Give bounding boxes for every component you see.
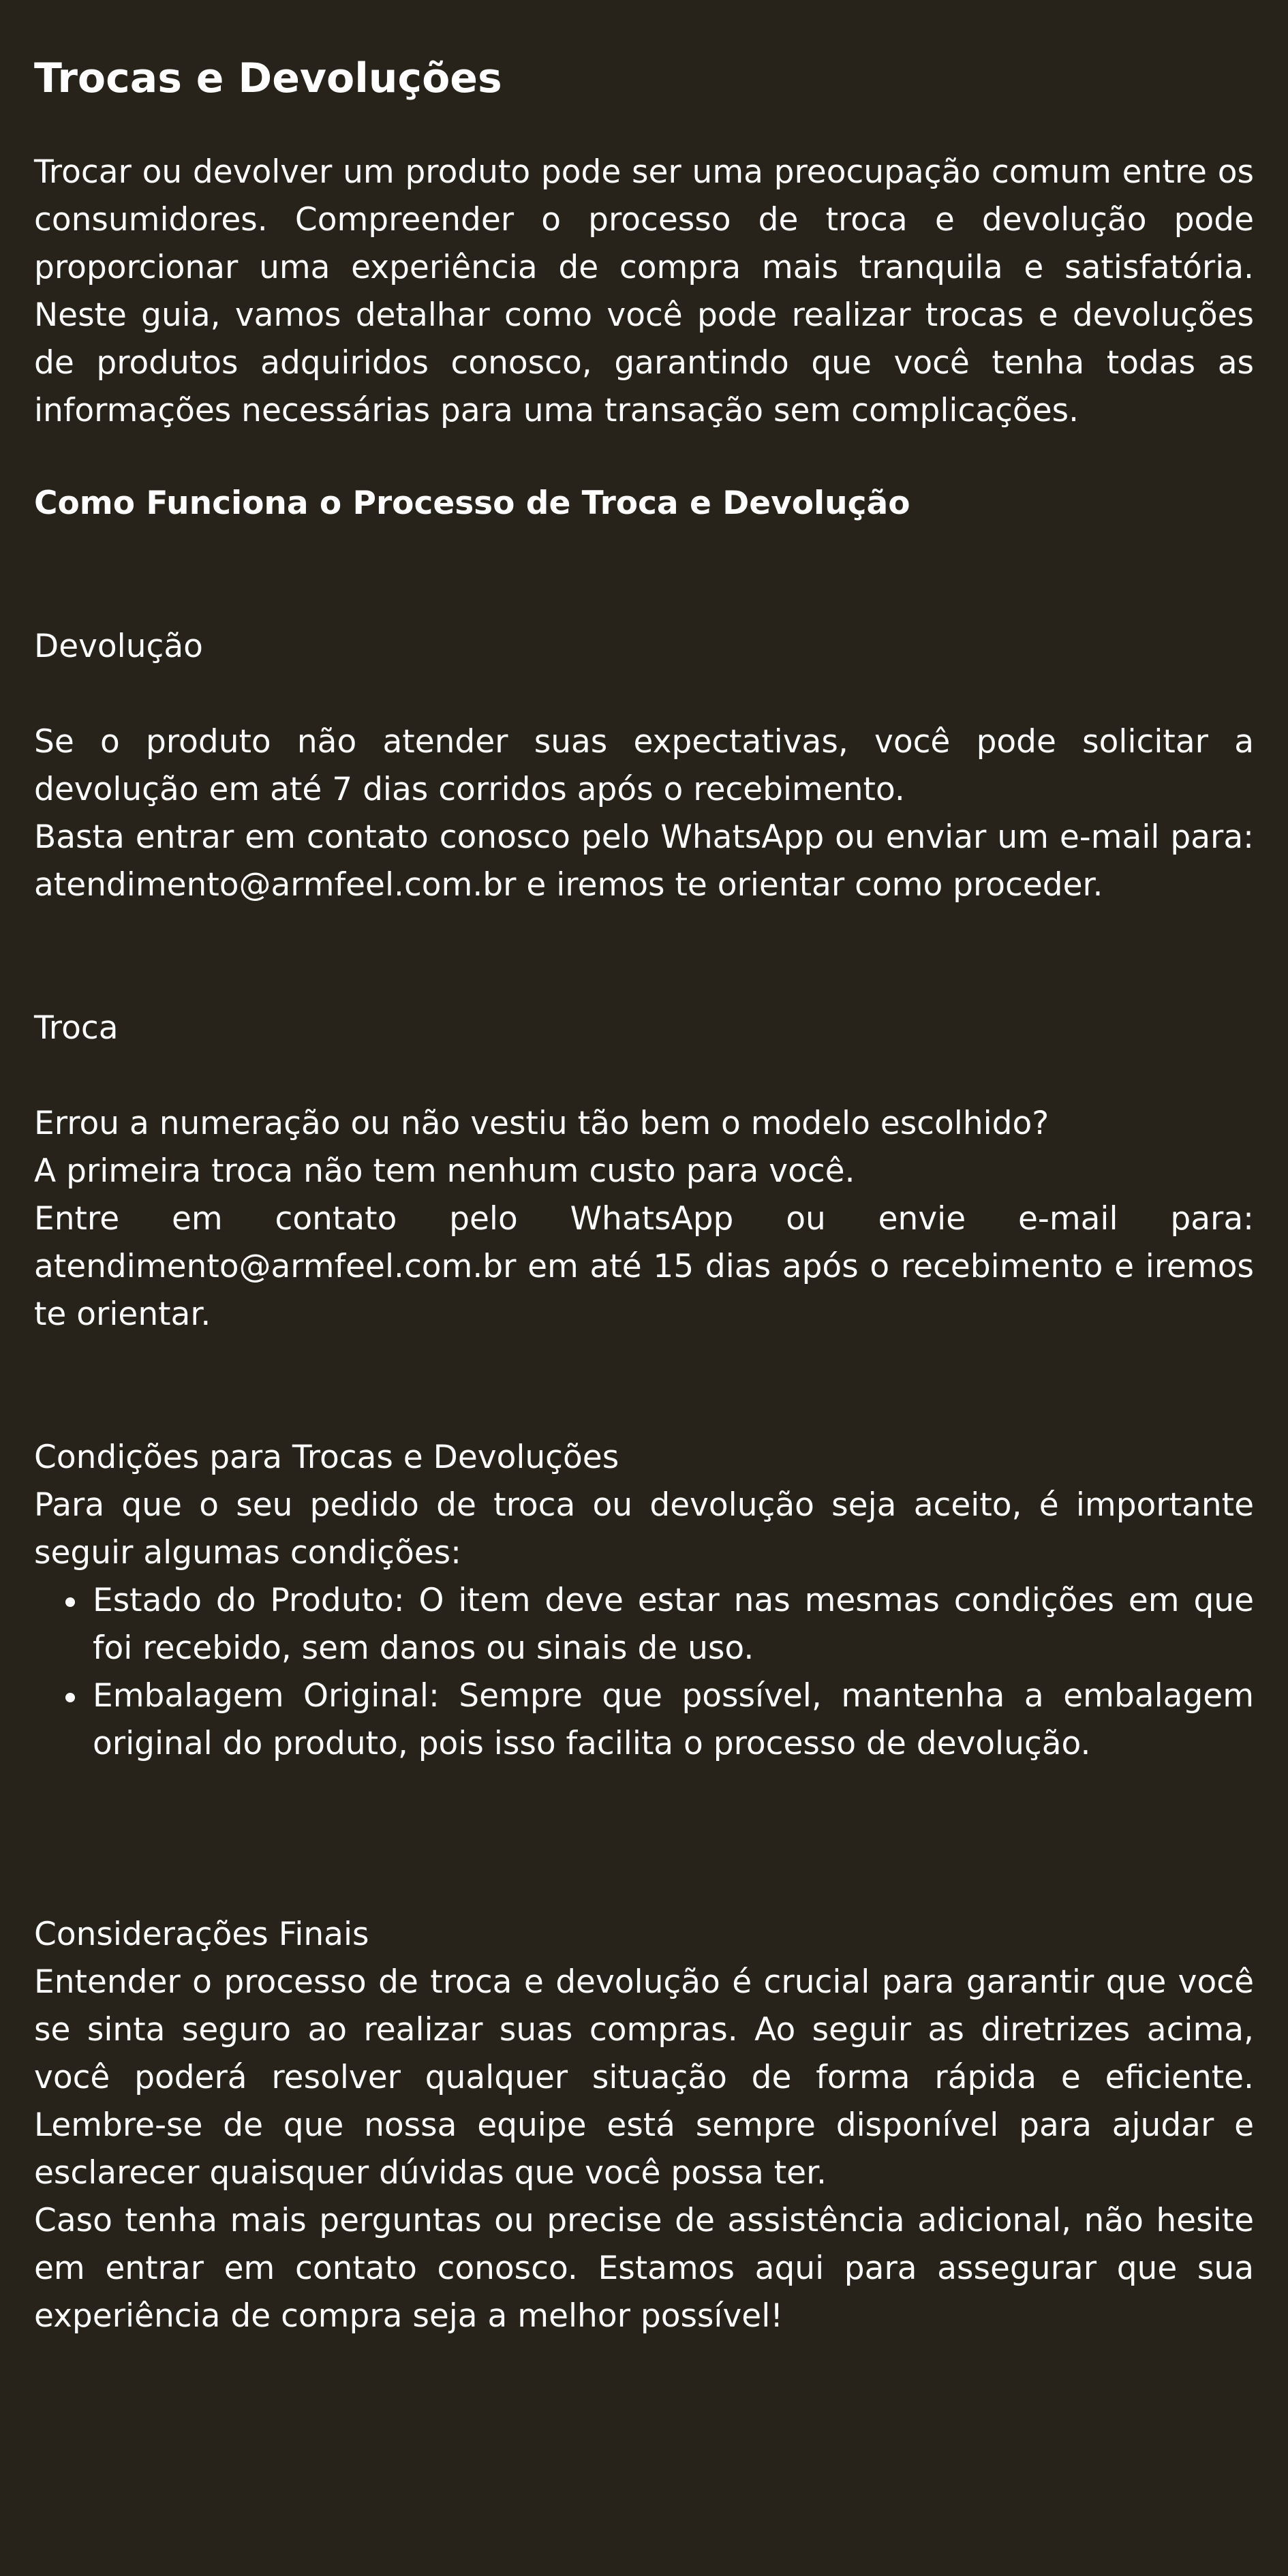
troca-line-3: Entre em contato pelo WhatsApp ou envie e-mail para: atendimento@armfeel.com.br em até 15 dias após o recebimento e iremos te orientar. [34, 1200, 1254, 1333]
troca-line-1: Errou a numeração ou não vestiu tão bem o modelo escolhido? [34, 1105, 1049, 1142]
condicoes-intro: Para que o seu pedido de troca ou devolução seja aceito, é importante seguir algumas condições: [34, 1486, 1254, 1571]
devolucao-paragraph-2: Basta entrar em contato conosco pelo WhatsApp ou enviar um e-mail para: atendimento@armfeel.com.br e iremos te orientar como proceder. [34, 818, 1254, 904]
condicoes-heading: Condições para Trocas e Devoluções [34, 1439, 619, 1476]
list-item [93, 1577, 1254, 1672]
intro-paragraph: Trocar ou devolver um produto pode ser uma preocupação comum entre os consumidores. Compreender o processo de troca e devolução pode proporcionar uma experiência de compra mais tranquila e satisfatória. Neste guia, vamos detalhar como você pode realizar trocas e devoluções de produtos adquiridos conosco, garantindo que você tenha todas as informações necessárias para uma transação sem complicações. [34, 153, 1254, 429]
consideracoes-paragraph-1: Entender o processo de troca e devolução é crucial para garantir que você se sinta seguro ao realizar suas compras. Ao seguir as diretrizes acima, você poderá resolver qualquer situação de forma rápida e eficiente. Lembre-se de que nossa equipe está sempre disponível para ajudar e esclarecer quaisquer dúvidas que você possa ter. [34, 1963, 1254, 2192]
troca-heading: Troca [34, 1009, 119, 1047]
troca-line-2: A primeira troca não tem nenhum custo para você. [34, 1152, 855, 1190]
spacer [34, 909, 1254, 1005]
spacer [34, 1863, 1254, 1911]
list-item-text: Estado do Produto: O item deve estar nas mesmas condições em que foi recebido, sem danos ou sinais de uso. [93, 1582, 1254, 1667]
consideracoes-heading: Considerações Finais [34, 1916, 369, 1953]
page-title: Trocas e Devoluções [34, 55, 502, 102]
process-heading: Como Funciona o Processo de Troca e Devolução [34, 485, 910, 522]
spacer [34, 1052, 1254, 1100]
devolucao-paragraph-1: Se o produto não atender suas expectativas, você pode solicitar a devolução em até 7 dias corridos após o recebimento. [34, 723, 1254, 808]
bullet-icon [65, 1693, 75, 1702]
spacer [34, 1768, 1254, 1863]
spacer [34, 671, 1254, 718]
spacer [34, 527, 1254, 623]
devolucao-heading: Devolução [34, 628, 203, 665]
list-item [93, 1672, 1254, 1768]
list-item-text: Embalagem Original: Sempre que possível, mantenha a embalagem original do produto, pois isso facilita o processo de devolução. [93, 1677, 1254, 1762]
bullet-icon [65, 1597, 75, 1607]
condicoes-list [34, 1577, 1254, 1768]
consideracoes-paragraph-2: Caso tenha mais perguntas ou precise de assistência adicional, não hesite em entrar em contato conosco. Estamos aqui para assegurar que sua experiência de compra seja a melhor possível! [34, 2202, 1254, 2335]
spacer [34, 1338, 1254, 1434]
